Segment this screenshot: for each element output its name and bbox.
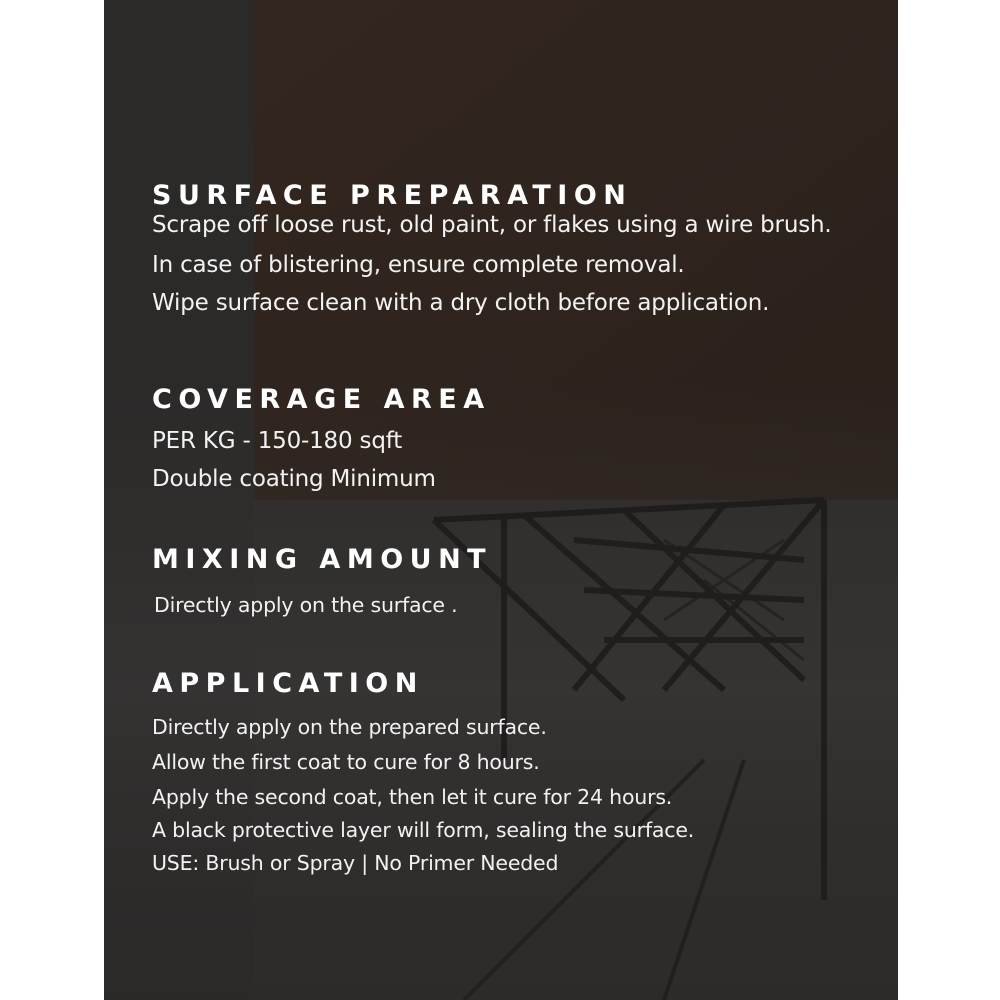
application-line-2: Allow the first coat to cure for 8 hours.: [152, 750, 540, 774]
instructions: [104, 0, 898, 1000]
coverage-area-line-1: PER KG - 150-180 sqft: [152, 428, 403, 454]
application-line-5: USE: Brush or Spray | No Primer Needed: [152, 851, 559, 875]
section-title-application: APPLICATION: [152, 668, 424, 699]
surface-preparation-line-2: In case of blistering, ensure complete removal.: [152, 252, 685, 278]
application-line-4: A black protective layer will form, sealing the surface.: [152, 818, 695, 842]
coverage-area-line-2: Double coating Minimum: [152, 466, 436, 492]
info-panel: [104, 0, 898, 1000]
mixing-amount-line-1: Directly apply on the surface .: [154, 593, 458, 617]
application-line-3: Apply the second coat, then let it cure for 24 hours.: [152, 785, 673, 809]
section-title-coverage-area: COVERAGE AREA: [152, 384, 491, 415]
surface-preparation-line-3: Wipe surface clean with a dry cloth before application.: [152, 290, 770, 316]
section-title-surface-preparation: SURFACE PREPARATION: [152, 180, 633, 211]
section-title-mixing-amount: MIXING AMOUNT: [152, 544, 493, 575]
application-line-1: Directly apply on the prepared surface.: [152, 715, 547, 739]
surface-preparation-line-1: Scrape off loose rust, old paint, or flakes using a wire brush.: [152, 212, 832, 238]
